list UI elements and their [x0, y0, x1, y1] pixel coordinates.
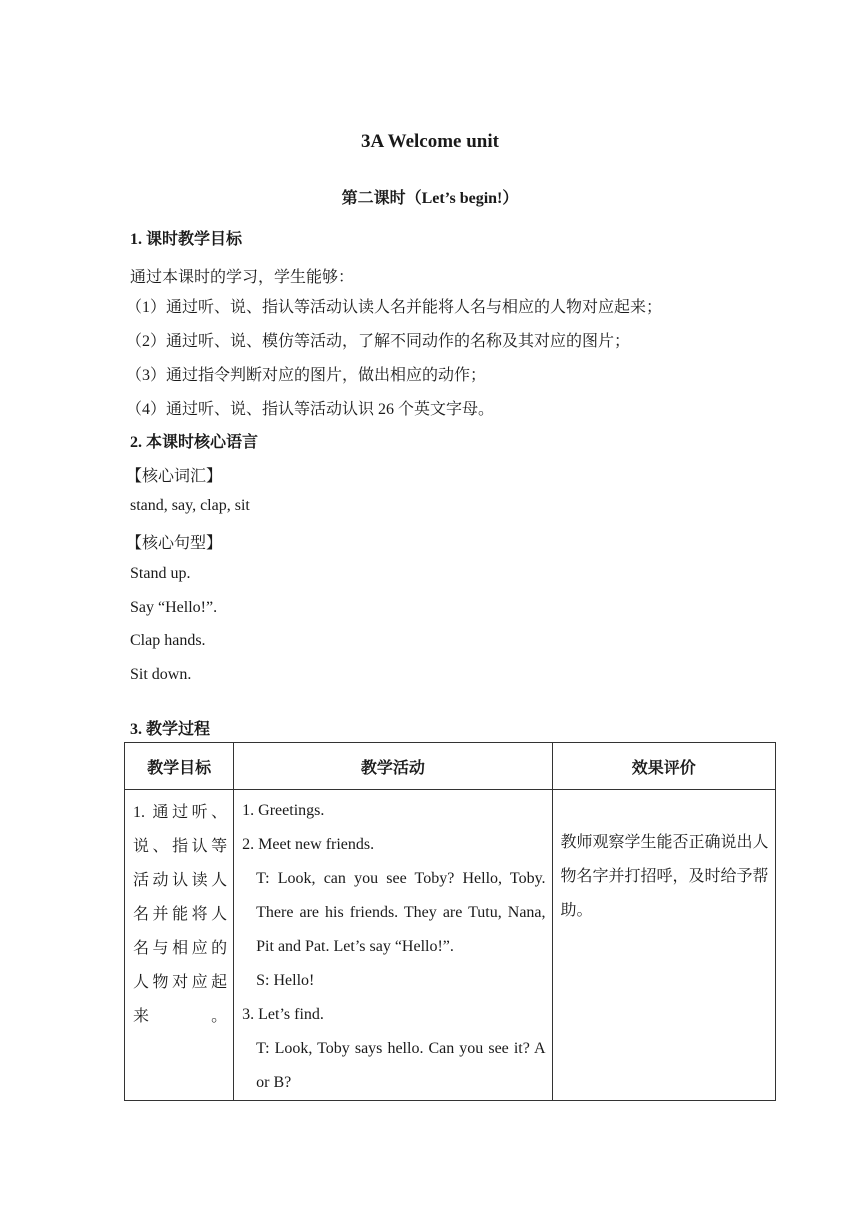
objective-item: （1）通过听、说、指认等活动认读人名并能将人名与相应的人物对应起来；	[126, 299, 663, 316]
objective-item: （2）通过听、说、模仿等活动，了解不同动作的名称及其对应的图片；	[126, 333, 631, 350]
pattern-item: Sit down.	[130, 666, 192, 683]
activity-line: T: Look, Toby says hello. Can you see it? A or B?	[256, 1040, 546, 1091]
vocab-list: stand, say, clap, sit	[130, 497, 250, 514]
teaching-process-table	[124, 742, 776, 1101]
activity-line: S: Hello!	[256, 972, 315, 989]
evaluation-cell: 教师观察学生能否正确说出人物名字并打招呼，及时给予帮助。	[552, 790, 775, 1101]
header-evaluation: 效果评价	[552, 743, 775, 790]
section-heading-core-language: 2. 本课时核心语言	[130, 434, 259, 451]
activity-line: 2. Meet new friends.	[242, 836, 375, 853]
section-heading-process: 3. 教学过程	[130, 721, 211, 738]
header-activity: 教学活动	[234, 743, 552, 790]
pattern-item: Say “Hello!”.	[130, 599, 218, 616]
pattern-item: Clap hands.	[130, 632, 206, 649]
objectives-intro: 通过本课时的学习，学生能够：	[130, 269, 355, 286]
activity-cell	[234, 790, 552, 1101]
objective-item: （3）通过指令判断对应的图片，做出相应的动作；	[126, 367, 487, 384]
pattern-label: 【核心句型】	[126, 535, 223, 552]
header-goal: 教学目标	[125, 743, 234, 790]
activity-line: T: Look, can you see Toby? Hello, Toby. There are his friends. They are Tutu, Nana, Pit and Pat. Let’s say “Hello!”.	[256, 870, 546, 955]
activity-line: 3. Let’s find.	[242, 1006, 324, 1023]
lesson-subtitle: 第二课时（Let’s begin!）	[341, 190, 519, 207]
table-row	[125, 790, 776, 1101]
activity-line: 1. Greetings.	[242, 802, 325, 819]
objective-item: （4）通过听、说、指认等活动认识 26 个英文字母。	[126, 401, 495, 418]
document-title: 3A Welcome unit	[361, 131, 499, 152]
pattern-item: Stand up.	[130, 565, 191, 582]
table-header-row	[125, 743, 776, 790]
goal-cell: 1. 通过听、说、指认等活动认读人名并能将人名与相应的人物对应起来。	[125, 790, 234, 1101]
vocab-label: 【核心词汇】	[126, 468, 223, 485]
section-heading-objectives: 1. 课时教学目标	[130, 231, 243, 248]
